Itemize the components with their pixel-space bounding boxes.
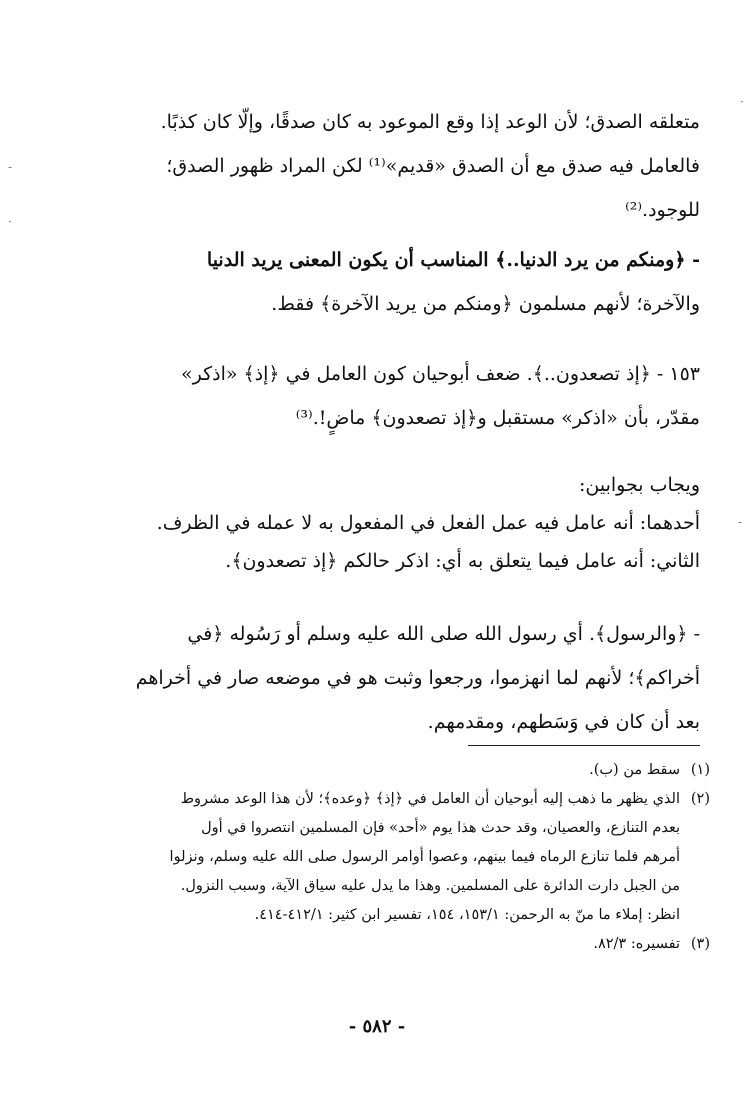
footnote-1 [70,756,710,785]
margin-mark: - [8,160,13,174]
paragraph-2 [72,238,700,326]
page-number: - ٥٨٢ - [348,1016,406,1037]
footnote-text: تفسيره: ٨٢/٣. [593,936,680,952]
footnotes [70,756,710,959]
text-line: متعلقه الصدق؛ لأن الوعد إذا وقع الموعود به كان صدقًا، وإلّا كان كذبًا. [160,111,700,133]
footnote-text: سقط من (ب). [589,762,680,778]
text-line: - ﴿والرسول﴾. أي رسول الله صلى الله عليه وسلم أو رَسُوله ﴿في [187,623,700,645]
text-line: والآخرة؛ لأنهم مسلمون ﴿ومنكم من يريد الآخرة﴾ فقط. [271,293,700,315]
footnote-3 [70,930,710,959]
text-line: فالعامل فيه صدق مع أن الصدق «قديم»⁽¹⁾ لكن المراد ظهور الصدق؛ [166,155,700,177]
paragraph-1 [72,100,700,232]
paragraph-5 [72,612,700,744]
footnote-2 [70,785,710,930]
text-line: مقدّر، بأن «اذكر» مستقبل و﴿إذ تصعدون﴾ ماضٍ!.⁽³⁾ [295,407,700,429]
text-line: ويجاب بجوابين: [579,474,700,496]
paragraph-4 [72,466,700,580]
footnote-text: أمرهم فلما تنازع الرماه فيما بينهم، وعصوا أوامر الرسول صلى الله عليه وسلم، ونزلوا [169,849,680,865]
text-line: للوجود.⁽²⁾ [625,199,700,221]
footnote-number: (١) [690,762,710,778]
paragraph-3 [72,352,700,440]
footnote-number: (٢) [690,791,710,807]
footnote-number: (٣) [690,936,710,952]
footnote-text: انظر: إملاء ما منّ به الرحمن: ١٥٣/١، ١٥٤، تفسير ابن كثير: ٤١٢/١-٤١٤. [254,907,680,923]
margin-mark: - [738,515,743,529]
text-line: ١٥٣ - ﴿إذ تصعدون..﴾. ضعف أبوحيان كون العامل في ﴿إذ﴾ «اذكر» [180,363,700,385]
text-line: بعد أن كان في وَسَطهم، ومقدمهم. [427,711,700,733]
text-line: - ﴿ومنكم من يرد الدنيا..﴾ المناسب أن يكون المعنى يريد الدنيا [206,249,700,271]
margin-mark: · [8,215,12,229]
footnote-text: بعدم التنازع، والعصيان، وقد حدث هذا يوم «أحد» فإن المسلمين انتصروا في أول [201,820,680,836]
footnote-text: الذي يظهر ما ذهب إليه أبوحيان أن العامل في ﴿إذ﴾ ﴿وعده﴾؛ لأن هذا الوعد مشروط [180,791,680,807]
text-line: أخراكم﴾؛ لأنهم لما انهزموا، ورجعوا وثبت هو في موضعه صار في أخراهم [135,667,700,689]
footnote-divider [468,745,700,746]
text-line: الثاني: أنه عامل فيما يتعلق به أي: اذكر حالكم ﴿إذ تصعدون﴾. [225,550,700,572]
margin-mark: · [740,95,744,109]
text-line: أحدهما: أنه عامل فيه عمل الفعل في المفعول به لا عمله في الظرف. [156,512,700,534]
footnote-text: من الجبل دارت الدائرة على المسلمين. وهذا ما يدل عليه سياق الآية، وسبب النزول. [180,878,680,894]
